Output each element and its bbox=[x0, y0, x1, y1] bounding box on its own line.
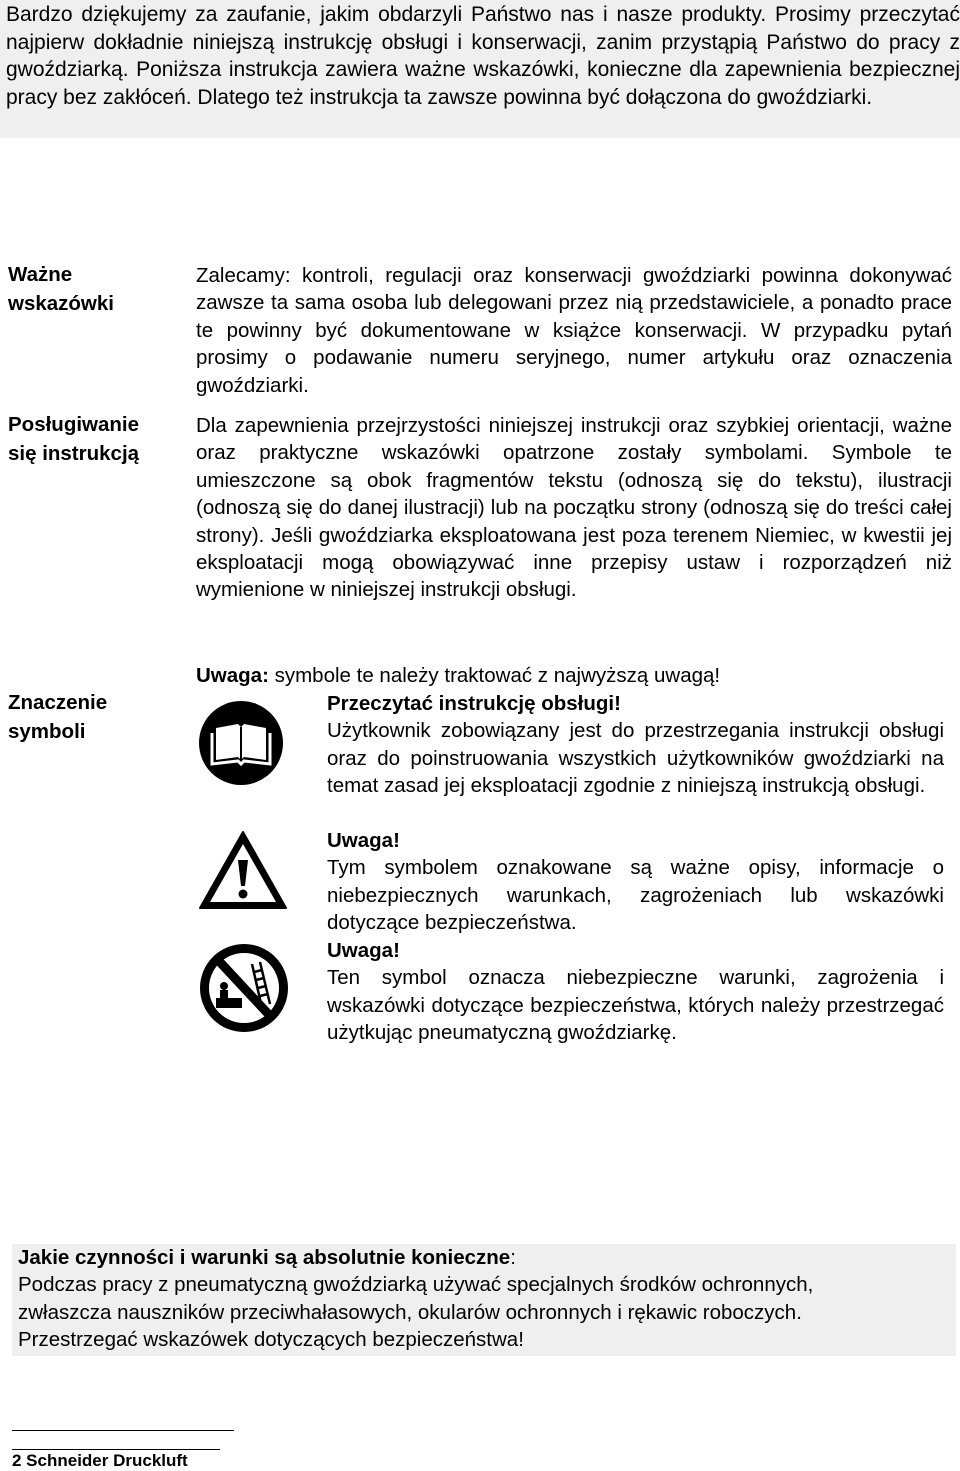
footer-divider bbox=[12, 1449, 220, 1450]
requirements-title: Jakie czynności i warunki są absolutnie konieczne: bbox=[18, 1246, 516, 1269]
symbol-read-manual-heading: Przeczytać instrukcję obsługi! bbox=[327, 692, 621, 715]
book-icon bbox=[198, 700, 284, 786]
section-label-wazne-wskazowki: Ważne wskazówki bbox=[8, 263, 114, 315]
symbols-attention-line bbox=[196, 662, 720, 689]
attention-text: symbole te należy traktować z najwyższą uwagą! bbox=[268, 664, 721, 687]
page-footer: 2 Schneider Druckluft bbox=[12, 1451, 188, 1470]
attention-label: Uwaga: bbox=[196, 664, 269, 687]
symbol-danger-heading: Uwaga! bbox=[327, 939, 400, 962]
section-label-znaczenie-symboli: Znaczenie symboli bbox=[8, 691, 108, 743]
symbol-danger-block bbox=[327, 937, 944, 1047]
section-label-poslugiwanie: Posługiwanie się instrukcją bbox=[8, 413, 140, 465]
symbol-read-manual-text: Użytkownik zobowiązany jest do przestrzegania instrukcji obsługi oraz do poinstruowania wszystkich użytkowników gwoździarki na temat zasad jej eksploatacji zgodnie z niniejszą instrukcją obsługi. bbox=[327, 719, 944, 798]
footnote-divider bbox=[12, 1430, 234, 1431]
symbol-warning-heading: Uwaga! bbox=[327, 829, 400, 852]
intro-text: Bardzo dziękujemy za zaufanie, jakim obdarzyli Państwo nas i nasze produkty. Prosimy przeczytać najpierw dokładnie niniejszą instrukcję obsługi i konserwacji, zanim przystąpią Państwo do pracy z gwoździarką. Poniższa instrukcja zawiera ważne wskazówki, konieczne dla zapewnienia bezpiecznej pracy bez zakłóceń. Dlatego też instrukcja ta zawsze powinna być dołączona do gwoździarki. bbox=[6, 3, 960, 109]
poslugiwanie-text: Dla zapewnienia przejrzystości niniejszej instrukcji oraz szybkiej orientacji, ważne oraz praktyczne wskazówki opatrzone zostały symbolami. Symbole te umieszczone są obok fragmentów tekstu (odnoszą się do tekstu), ilustracji (odnoszą się do danej ilustracji) lub na początku strony (odnoszą się do treści całej strony). Jeśli gwoździarka eksploatowana jest poza terenem Niemiec, w kwestii jej eksploatacji mogą obowiązywać inne przepisy ustaw i rozporządzeń niż wymienione w niniejszej instrukcji obsługi. bbox=[196, 414, 952, 602]
symbol-read-manual-block bbox=[327, 690, 944, 800]
symbol-danger-text: Ten symbol oznacza niebezpieczne warunki, zagrożenia i wskazówki dotyczące bezpieczeństwa, których należy przestrzegać użytkując pneumatyczną gwoździarkę. bbox=[327, 966, 944, 1045]
intro-box bbox=[0, 0, 960, 138]
symbol-warning-block bbox=[327, 827, 944, 937]
wazne-wskazowki-text: Zalecamy: kontroli, regulacji oraz konserwacji gwoździarki powinna dokonywać zawsze ta sama osoba lub delegowani przez nią przedstawiciele, a ponadto prace te powinny być dokumentowane w książce konserwacji. W przypadku pytań prosimy o podawanie numeru seryjnego, numer artykułu oraz oznaczenia gwoździarki. bbox=[196, 264, 952, 397]
requirements-box bbox=[12, 1244, 956, 1356]
requirements-line-3: Przestrzegać wskazówek dotyczących bezpieczeństwa! bbox=[18, 1328, 524, 1352]
requirements-line-2: zwłaszcza nauszników przeciwhałasowych, okularów ochronnych i rękawic roboczych. bbox=[18, 1300, 802, 1324]
requirements-line-1: Podczas pracy z pneumatyczną gwoździarką używać specjalnych środków ochronnych, bbox=[18, 1273, 814, 1297]
no-ladder-prohibition-icon bbox=[198, 942, 290, 1034]
warning-triangle-icon bbox=[198, 830, 288, 910]
symbol-warning-text: Tym symbolem oznakowane są ważne opisy, informacje o niebezpiecznych warunkach, zagrożeniach lub wskazówki dotyczące bezpieczeństwa. bbox=[327, 856, 944, 935]
